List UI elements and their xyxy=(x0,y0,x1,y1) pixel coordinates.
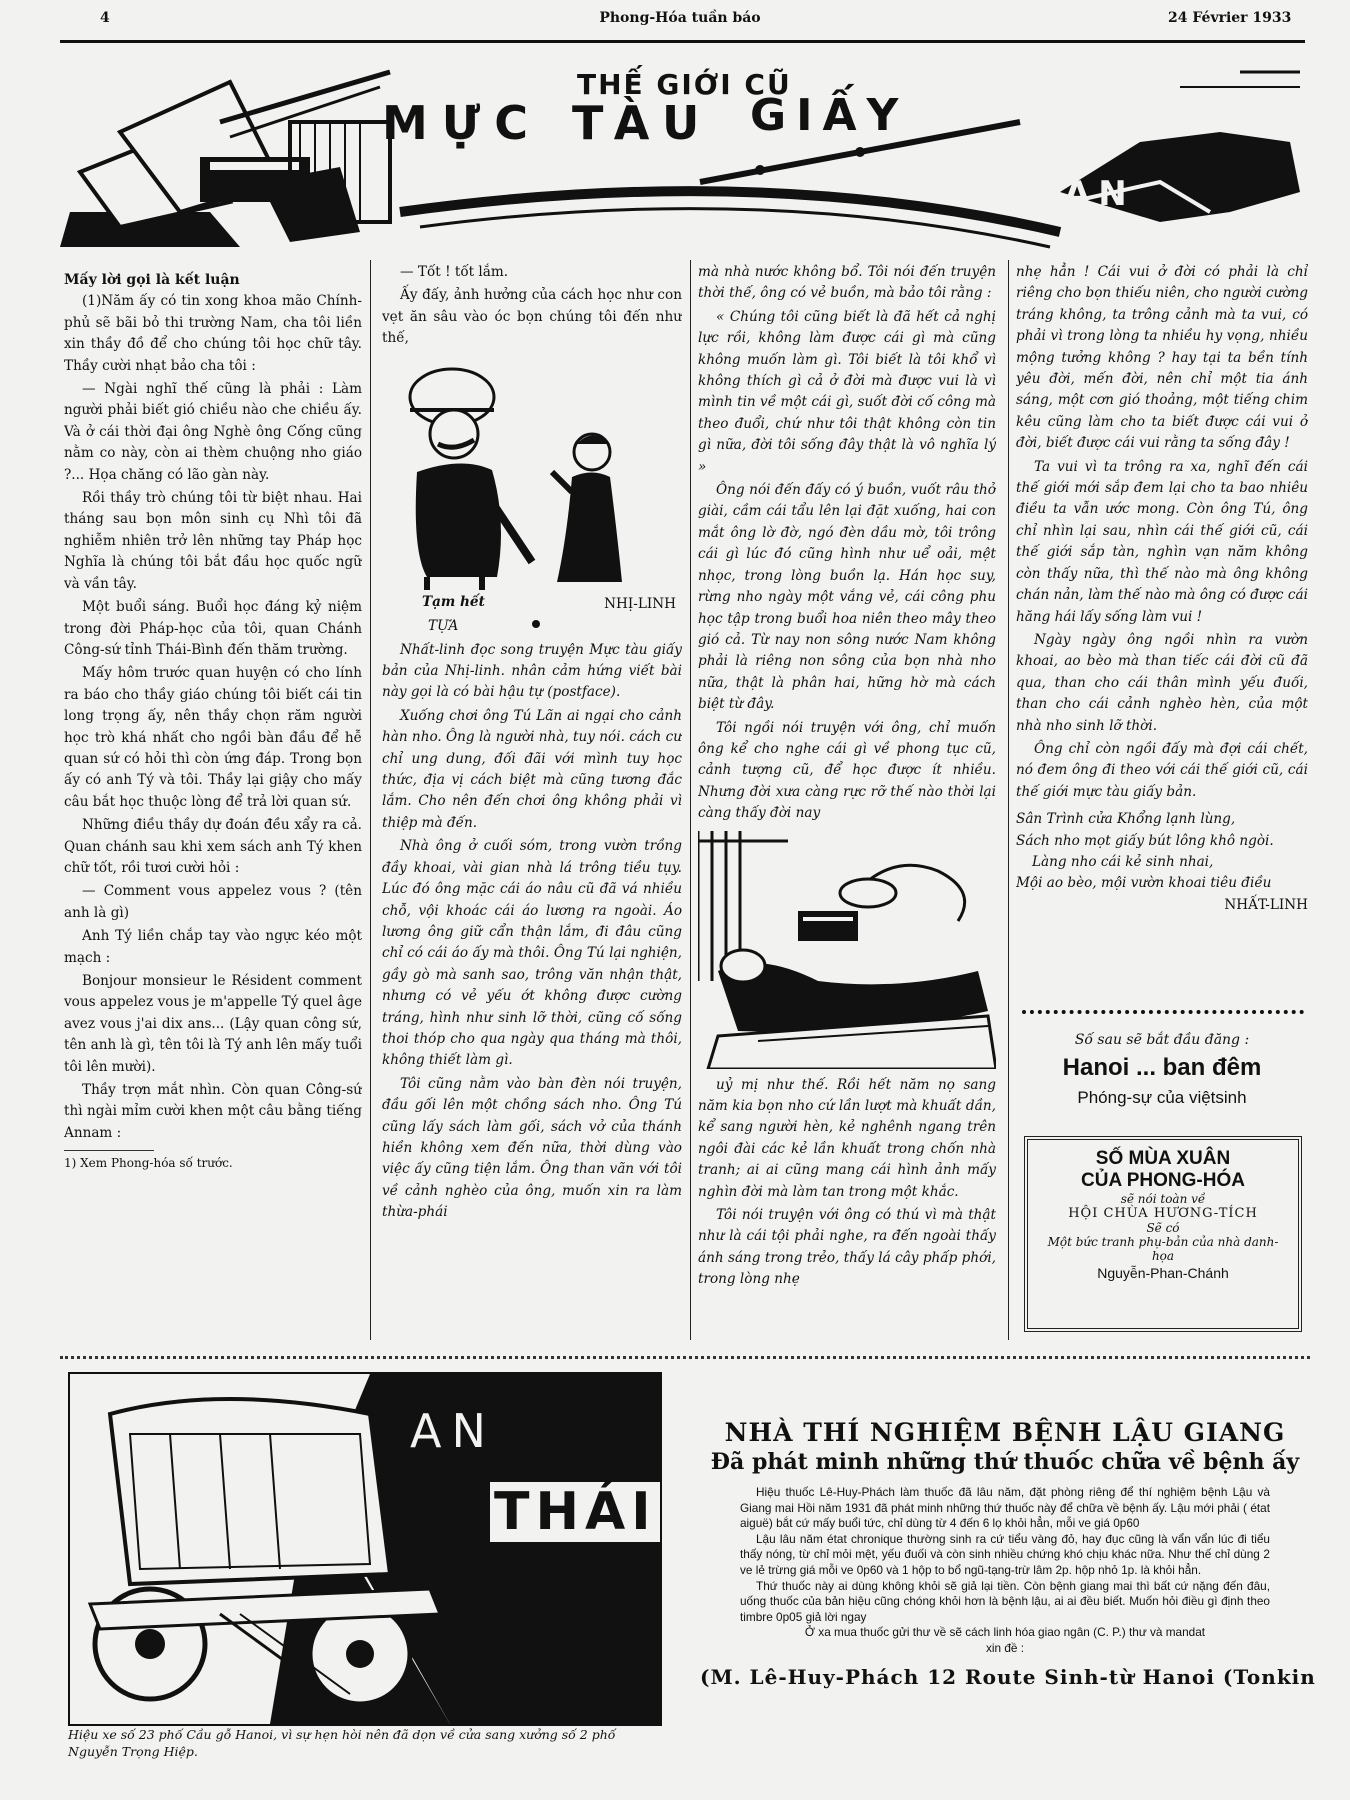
paragraph: Ông nói đến đấy có ý buồn, vuốt râu thở giài, cầm cái tẩu lên lại đặt xuống, hai con mắt ông lờ đờ, ngó đèn dầu mờ, tôi trông cái gì lúc đó cũng hình như uể oải, mệt nhọc, trong lòng buồn lạ. Hán học suy, rừng nho ngày một vắng vẻ, cái công phu học tập trong buổi hoa niên theo mây theo gió cả. Từ nay non sông nước Nam không phải là riêng non sông của bọn nhà nho nữa, thật là phân hai, hững hờ mà cách biệt từ đây. xyxy=(698,482,996,713)
clinic-ad-subtitle: Đã phát minh những thứ thuốc chữa về bệnh ấy xyxy=(710,1449,1300,1475)
reclining-scholar-drawing xyxy=(698,831,996,1069)
ad-paragraph: Lậu lâu năm état chronique thường sinh ra cứ tiểu vàng đỏ, hay đục cũng là vẩn vẩn lúc đi tiểu thấy nóng, từ chỉ mỏi mệt, yếu đuối và còn sinh nhiều chứng khó chịu khác nữa. Như thế chỉ dùng 2 ve lẻ trừng giá mỗi ve 0p60 và 1 hộp to bổ ngũ-tạng-trừ lâm 2p. hộp nhỏ 1p. là khỏi hẳn. xyxy=(740,1531,1270,1577)
author-signature: NHỊ-LINH xyxy=(604,595,676,612)
paragraph: Rồi thầy trò chúng tôi từ biệt nhau. Hai tháng sau bọn môn sinh cụ Nhì tôi đã nghiễm nhiên trở lên những tay Pháp học Nghĩa là chúng tôi bắt đầu học quốc ngữ và vần tây. xyxy=(64,490,362,592)
paragraph: Bonjour monsieur le Résident comment vous appelez vous je m'appelle Tý quel âge avez vous j'ai dix ans... (Lậy quan công sứ, tên anh là gì, tên tôi là Tý anh lên mấy tuổi tôi lên mười). xyxy=(64,973,362,1075)
box-line: Sẽ có xyxy=(1146,1221,1180,1235)
footnote: 1) Xem Phong-hóa số trước. xyxy=(64,1156,233,1171)
clinic-ad xyxy=(700,1418,1316,1689)
paragraph: Thầy trợn mắt nhìn. Còn quan Công-sứ thì ngài mỉm cười khen một câu bằng tiếng Annam : xyxy=(64,1082,362,1141)
spring-issue-box xyxy=(1024,1136,1302,1332)
article-heading: Mấy lời gọi là kết luận xyxy=(64,272,240,288)
scene-illustration xyxy=(698,831,996,1069)
ad-paragraph: Ở xa mua thuốc gửi thư về sẽ cách linh hóa giao ngân (C. P.) thư và mandat xin đề : xyxy=(804,1625,1206,1655)
header-rule xyxy=(60,40,1305,43)
car-illustration xyxy=(70,1374,660,1724)
paragraph: Anh Tý liền chắp tay vào ngực kéo một mạch : xyxy=(64,928,362,966)
box-line: HỘI CHÙA HƯƠNG-TÍCH xyxy=(1068,1206,1258,1221)
dotted-separator xyxy=(1022,1010,1304,1014)
promo-title: Hanoi ... ban đêm xyxy=(1062,1054,1262,1081)
paragraph: — Tốt ! tốt lắm. xyxy=(400,264,509,280)
ad-paragraph: Thứ thuốc này ai dùng không khỏi sẽ giả lại tiền. Còn bệnh giang mai thì bất cứ nặng đến đâu, uống thuốc của bản hiệu cũng chóng khỏi hơn là bệnh lậu, ai ai đều biết. Muốn hỏi điều gì định theo timbre 0p05 giả lời ngay xyxy=(740,1578,1270,1624)
paragraph: nhẹ hẳn ! Cái vui ở đời có phải là chỉ riêng cho bọn thiếu niên, cho người cường tráng không, ta trông cảnh mà ta vui, có phải vì trong lòng ta nhiều hy vọng, nhiều mộng tưởng không ? hay tại ta bền tính yêu đời, mến đời, nên chỉ một tia ánh sáng, một cơn gió thoảng, một tiếng chim kêu cũng làm cho ta biết được cái vui ở đời, biết được cái vui rằng ta sống đây ! xyxy=(1016,264,1308,452)
verse-line: Làng nho cái kẻ sinh nhai, xyxy=(1032,853,1214,870)
paragraph: Tôi ngồi nói truyện với ông, chỉ muốn ông kể cho nghe cái gì về phong tục cũ, cảnh tượng cũ, để học được ít nhiều. Nhưng đời xưa càng rực rỡ thế nào thời lại càng thấy đời nay xyxy=(698,719,996,822)
banner-title-line1: THẾ GIỚI CŨ xyxy=(577,68,792,101)
footnote-rule xyxy=(64,1150,154,1151)
verse-line: Sách nho mọt giấy bút lông khô ngòi. xyxy=(1016,832,1274,849)
paragraph: Một buổi sáng. Buổi học đáng kỷ niệm trong đời Pháp-học của tôi, quan Chánh Công-sứ tỉnh Thái-Bình đến thăm trường. xyxy=(64,599,362,658)
column-divider xyxy=(370,260,371,1340)
column-4 xyxy=(1016,262,1308,1000)
paragraph: « Chúng tôi cũng biết là đã hết cả nghị lực rồi, không làm được cái gì mà cũng không muốn làm gì. Tôi biết là tôi khổ vì không thích gì cả ở đời mà được vui là vì mình tin về một cái gì, suốt đời cố công mà theo đuổi, chứ như tôi thật không còn tin gì nữa, đời tôi sống đây thật là vô nghĩa lý » xyxy=(698,308,996,475)
box-title: CỦA PHONG-HÓA xyxy=(1081,1170,1245,1191)
ad-brand-line2: THÁI xyxy=(490,1482,661,1542)
cartoon-illustration xyxy=(382,352,682,592)
paragraph: Xuống chơi ông Tú Lãn ai ngại cho cảnh hàn nho. Ông là người nhà, tuy nói. cách cư chỉ ung dung, đối đãi với mình tuy học thức, địa vị cách biệt mà cũng tương đắc lắm. Cho nên đến chơi ông không phải vì thiệp mà đến. xyxy=(382,707,682,831)
an-thai-car-ad xyxy=(68,1372,662,1726)
promo-line: Số sau sẽ bắt đầu đăng : xyxy=(1074,1032,1250,1048)
ad-paragraph: Hiệu thuốc Lê-Huy-Phách làm thuốc đã lâu năm, đặt phòng riêng để thí nghiệm bệnh Lậu và Giang mai Hồi năm 1931 đã phát minh những thứ thuốc này để chữa về bệnh ấy. Lậu mới phải ( état aiguë) bắt cứ mấy buổi tức, chỉ dùng từ 4 đến 6 lọ khỏi hẳn, mỗi ve giá 0p60 xyxy=(740,1485,1270,1531)
column-divider xyxy=(690,260,691,1340)
column-2 xyxy=(382,262,682,1332)
title-banner xyxy=(60,62,1310,258)
masthead: Phong-Hóa tuần báo xyxy=(599,10,761,26)
clinic-address: (M. Lê-Huy-Phách 12 Route Sinh-từ Hanoi (Tonkin xyxy=(700,1664,1316,1689)
paragraph: Nhất-linh đọc song truyện Mực tàu giấy bản của Nhị-linh. nhân cảm hứng viết bài này gọi là có bài hậu tự (postface). xyxy=(382,641,682,701)
paragraph: Tôi cũng nằm vào bàn đèn nói truyện, đầu gối lên một chồng sách nho. Ông Tú cũng lấy sách làm gối, sách vở của thánh hiền không xem đến nữa, thời dùng vào việc ấy cũng tiện lắm. Ông than vãn với tôi về cảnh nghèo của ông, muốn xin ra làm thừa-phái xyxy=(382,1075,682,1221)
paragraph: mà nhà nước không bổ. Tôi nói đến truyện thời thế, ông có vẻ buồn, mà bảo tôi rằng : xyxy=(698,264,996,302)
car-ad-caption: Hiệu xe số 23 phố Cầu gỗ Hanoi, vì sự hẹn hòi nên đã dọn về cửa sang xưởng số 2 phố Nguyễn Trọng Hiệp. xyxy=(68,1727,616,1759)
ads-separator xyxy=(60,1356,1310,1359)
column-1 xyxy=(64,270,362,1330)
clinic-ad-body xyxy=(740,1485,1270,1657)
paragraph: uỷ mị như thế. Rồi hết năm nọ sang năm kia bọn nho cứ lần lượt mà khuất dần, kể sang người hèn, kẻ nghênh ngang trên ngôi đài các kẻ lần khuất trong chốn nhà tranh; ai ai cũng mang cái hình ảnh mấy nghìn đời mà làm tan trong một khắc. xyxy=(698,1076,996,1200)
next-issue-promo xyxy=(1016,1032,1308,1108)
banner-title-line3: GIẤY xyxy=(750,90,909,141)
author-signature: NHẤT-LINH xyxy=(1224,896,1308,913)
column-divider xyxy=(1008,260,1009,1340)
paragraph: Ta vui vì ta trông ra xa, nghĩ đến cái thế giới mới sắp đem lại cho ta bao nhiêu điều ta vẫn ước mong. Còn ông Tú, ông chỉ nhìn lại sau, nhìn cái thế giới cũ, cái thế giới sắp tàn, nghìn vạn năm không còn thấy nữa, thì thế nào mà ông không chán nản, làm thế nào mà ông có được cái hăng hái lấy sống làm vui ! xyxy=(1016,458,1308,625)
closing-verse xyxy=(1016,809,1308,895)
page-number: 4 xyxy=(100,10,110,26)
verse-line: Sân Trình cửa Khổng lạnh lùng, xyxy=(1016,811,1236,828)
box-artist: Nguyễn-Phan-Chánh xyxy=(1097,1265,1229,1281)
paragraph: Tôi nói truyện với ông có thú vì mà thật như là cái tội phải nghe, ra đến ngoài thấy ánh sáng trong trẻo, thấy lá cây phấp phới, trong lòng nhẹ xyxy=(698,1207,996,1288)
paragraph: Mấy hôm trước quan huyện có cho lính ra báo cho thầy giáo chúng tôi biết cái tin long trọng ấy, nên thầy chọn răm người học trò khá nhất cho ngồi bàn đầu để hễ quan sứ có hỏi thì còn ứng đáp. Trong bọn ấy có anh Tý và tôi. Thầy lại giậy cho mấy câu bắt học thuộc lòng để trả lời quan sứ. xyxy=(64,665,362,810)
paragraph: — Ngài nghĩ thế cũng là phải : Làm người phải biết gió chiều nào che chiều ấy. Và ở cái thời đại ông Nghè ông Cống cũng nằm co này, còn ai thèm chuộng nho giáo ?... Họa chăng có lão gàn này. xyxy=(64,381,362,483)
banner-title-line2: MỰC TÀU xyxy=(382,96,714,150)
official-and-boy-drawing xyxy=(382,352,682,592)
paragraph: — Comment vous appelez vous ? (tên anh là gì) xyxy=(64,883,362,921)
box-line: Một bức tranh phụ-bản của nhà danh-họa xyxy=(1047,1235,1279,1263)
paragraph: Ông chỉ còn ngồi đấy mà đợi cái chết, nó đem ông đi theo với cái thế giới cũ, cái thế giới mực tàu giấy bản. xyxy=(1016,740,1308,800)
bullet-dot xyxy=(532,620,540,628)
issue-date: 24 Février 1933 xyxy=(1168,10,1292,26)
paragraph: Những điều thầy dự đoán đều xẩy ra cả. Quan chánh sau khi xem sách anh Tý khen chữ tốt, rồi tươi cười hỏi : xyxy=(64,817,362,876)
column-3 xyxy=(698,262,996,1332)
box-line: sẽ nói toàn về xyxy=(1120,1192,1206,1206)
promo-subtitle: Phóng-sự của việtsinh xyxy=(1077,1088,1247,1107)
verse-line: Mội ao bèo, mội vườn khoai tiêu điều xyxy=(1016,875,1272,892)
clinic-ad-title: NHÀ THÍ NGHIỆM BỆNH LẬU GIANG xyxy=(724,1418,1286,1447)
paragraph: Ngày ngày ông ngồi nhìn ra vườn khoai, ao bèo mà than tiếc cái đời cũ đã qua, than cho cái thân mình yếu đuối, than cho cái cảnh nghèo hèn, của một nhà nho sinh lỡ thời. xyxy=(1016,631,1308,734)
box-title: SỐ MÙA XUÂN xyxy=(1095,1148,1231,1169)
paragraph: (1)Năm ấy có tin xong khoa mão Chính-phủ sẽ bãi bỏ thi trường Nam, cha tôi liền xin thầy đồ để cho chúng tôi học chữ tây. Thầy cười nhạt bảo cha tôi : xyxy=(64,293,362,374)
preface-heading: TỰA xyxy=(428,617,459,634)
ad-brand-line1: AN xyxy=(410,1404,496,1458)
banner-title-line4: BẢN xyxy=(1030,174,1135,214)
to-be-continued: Tạm hết xyxy=(422,593,485,610)
paragraph: Ấy đấy, ảnh hưởng của cách học như con vẹt ăn sâu vào óc bọn chúng tôi đến như thế, xyxy=(382,287,682,347)
paragraph: Nhà ông ở cuối sóm, trong vườn trồng đầy khoai, vài gian nhà lá trông tiều tụy. Lúc đó ông mặc cái áo nâu cũ đã vá nhiều chỗ, vội khoác cái áo lương ra ngoài. Áo lương ông giữ cẩn thận lắm, đi đâu cũng chỉ có cái áo ấy mà thôi. Ông Tú lại nghiện, gầy gò mà sanh sao, trông văn nhận thật, nhưng có vẻ yếu ớt không được cường tráng, hình như sinh lỡ thời, cũng cố sống thoi thóp cho qua ngày qua tháng mà thôi, không thiết làm gì. xyxy=(382,838,682,1069)
